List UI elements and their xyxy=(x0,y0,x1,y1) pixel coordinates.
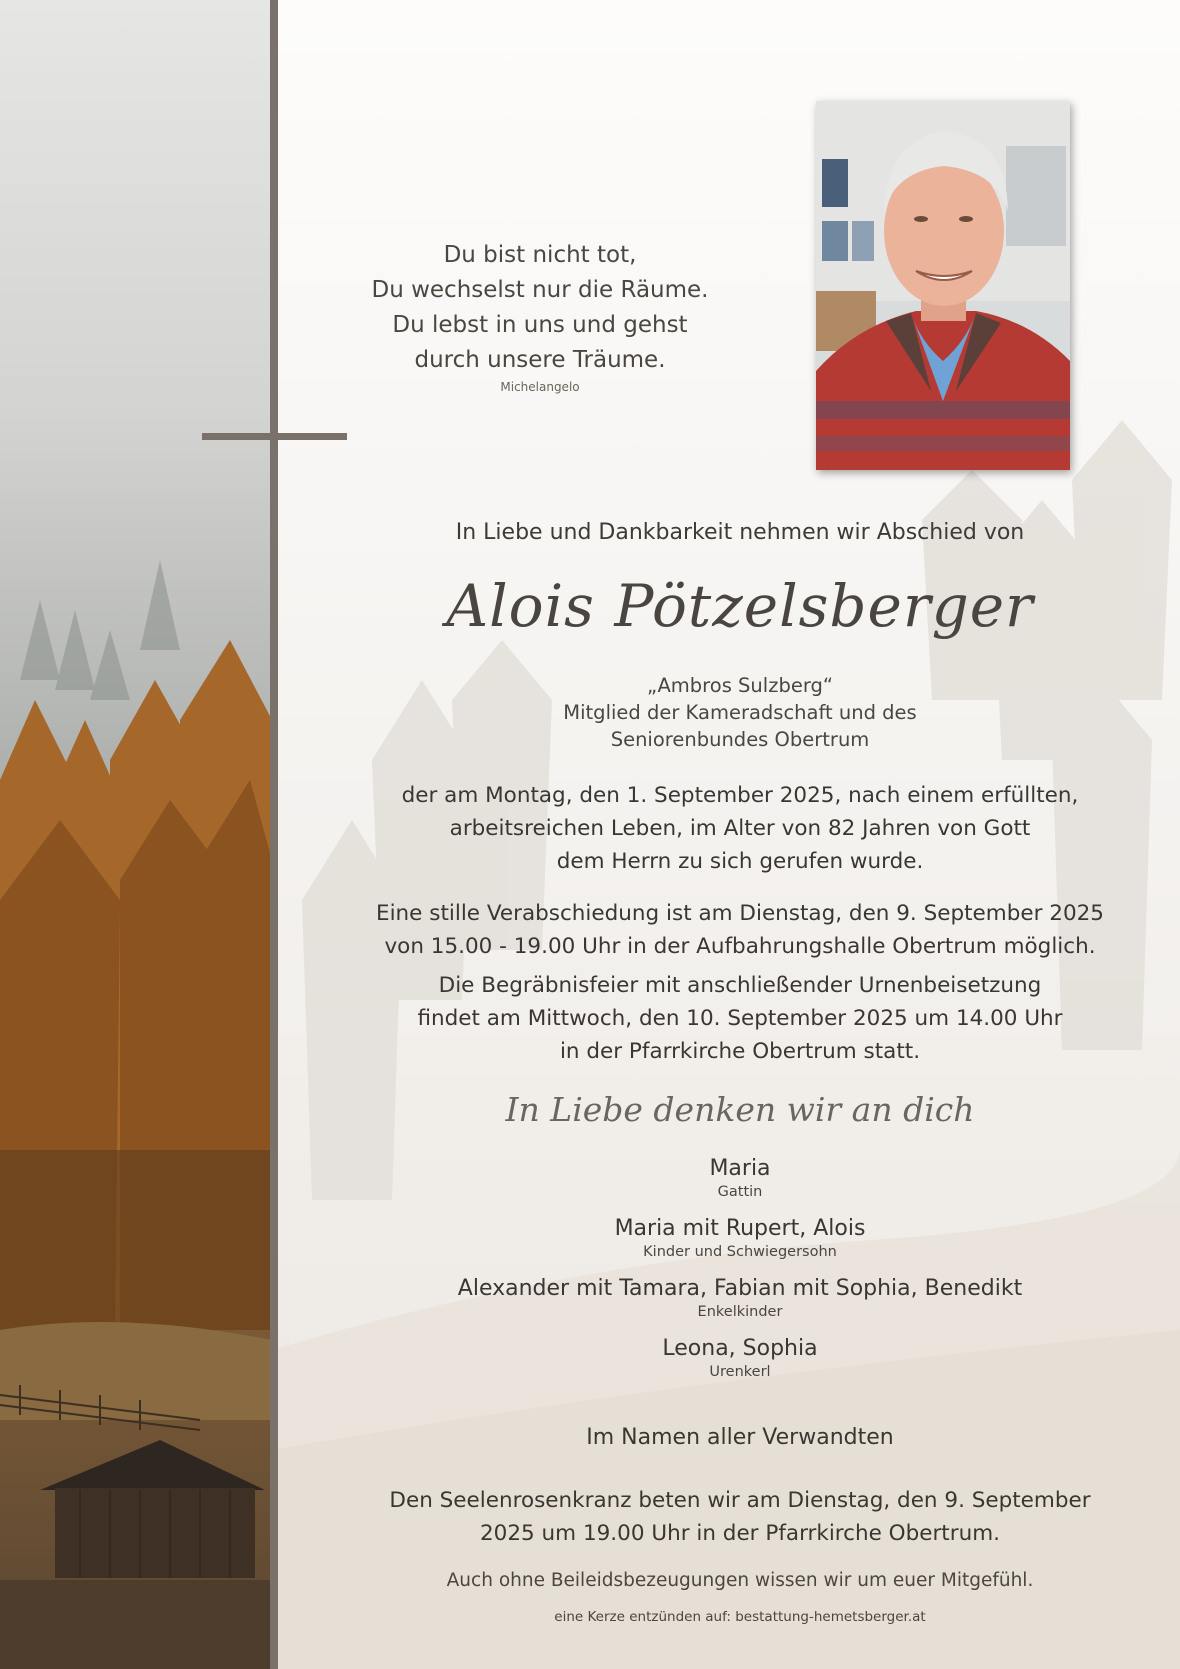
family-names: Leona, Sophia xyxy=(662,1336,818,1361)
poem-line: Du lebst in uns und gehst xyxy=(392,312,688,338)
family-role: Enkelkinder xyxy=(697,1304,783,1320)
family-role: Kinder und Schwiegersohn xyxy=(643,1244,837,1260)
candle-link-note: eine Kerze entzünden auf: bestattung-hemetsberger.at xyxy=(554,1609,926,1625)
love-heading: In Liebe denken wir an dich xyxy=(505,1090,975,1129)
death-notice-line: der am Montag, den 1. September 2025, nach einem erfüllten, xyxy=(401,783,1079,808)
family-role: Urenkerl xyxy=(709,1364,771,1380)
forest-photo-strip xyxy=(0,0,272,1669)
viewing-line: von 15.00 - 19.00 Uhr in der Aufbahrungshalle Obertrum möglich. xyxy=(384,934,1096,959)
membership-line: Seniorenbundes Obertrum xyxy=(610,728,870,751)
deceased-details xyxy=(330,672,1150,753)
rosary-line: 2025 um 19.00 Uhr in der Pfarrkirche Obertrum. xyxy=(480,1521,1000,1546)
family-names: Alexander mit Tamara, Fabian mit Sophia, Benedikt xyxy=(457,1276,1023,1301)
portrait-photo xyxy=(816,101,1070,470)
family-list xyxy=(330,1155,1150,1395)
family-entry xyxy=(330,1215,1150,1261)
funeral-line: in der Pfarrkirche Obertrum statt. xyxy=(559,1039,921,1064)
relatives-line: Im Namen aller Verwandten xyxy=(586,1425,894,1450)
poem xyxy=(330,238,750,394)
membership-line: Mitglied der Kameradschaft und des xyxy=(563,701,917,724)
deceased-name: Alois Pötzelsberger xyxy=(446,572,1034,640)
death-notice-line: arbeitsreichen Leben, im Alter von 82 Jahren von Gott xyxy=(449,816,1031,841)
funeral-info xyxy=(330,969,1150,1068)
poem-line: Du wechselst nur die Räume. xyxy=(371,277,709,303)
deceased-nickname: „Ambros Sulzberg“ xyxy=(647,674,833,697)
intro-line: In Liebe und Dankbarkeit nehmen wir Abschied von xyxy=(455,520,1025,545)
death-notice xyxy=(330,779,1150,878)
rosary-line: Den Seelenrosenkranz beten wir am Dienstag, den 9. September xyxy=(389,1488,1091,1513)
rosary-info xyxy=(330,1484,1150,1550)
funeral-line: findet am Mittwoch, den 10. September 2025 um 14.00 Uhr xyxy=(417,1006,1063,1031)
poem-line: durch unsere Träume. xyxy=(414,347,666,373)
funeral-line: Die Begräbnisfeier mit anschließender Urnenbeisetzung xyxy=(438,973,1042,998)
family-role: Gattin xyxy=(717,1184,763,1200)
closing-line: Auch ohne Beileidsbezeugungen wissen wir um euer Mitgefühl. xyxy=(446,1570,1034,1591)
family-entry xyxy=(330,1155,1150,1201)
poem-author: Michelangelo xyxy=(500,380,580,394)
family-names: Maria xyxy=(709,1156,771,1181)
family-entry xyxy=(330,1275,1150,1321)
cross-vertical-bar xyxy=(270,0,278,1669)
family-names: Maria mit Rupert, Alois xyxy=(614,1216,866,1241)
family-entry xyxy=(330,1335,1150,1381)
poem-line: Du bist nicht tot, xyxy=(443,242,637,268)
cross-horizontal-bar xyxy=(202,433,347,440)
viewing-line: Eine stille Verabschiedung ist am Dienstag, den 9. September 2025 xyxy=(376,901,1104,926)
death-notice-line: dem Herrn zu sich gerufen wurde. xyxy=(556,849,924,874)
viewing-info xyxy=(330,897,1150,963)
